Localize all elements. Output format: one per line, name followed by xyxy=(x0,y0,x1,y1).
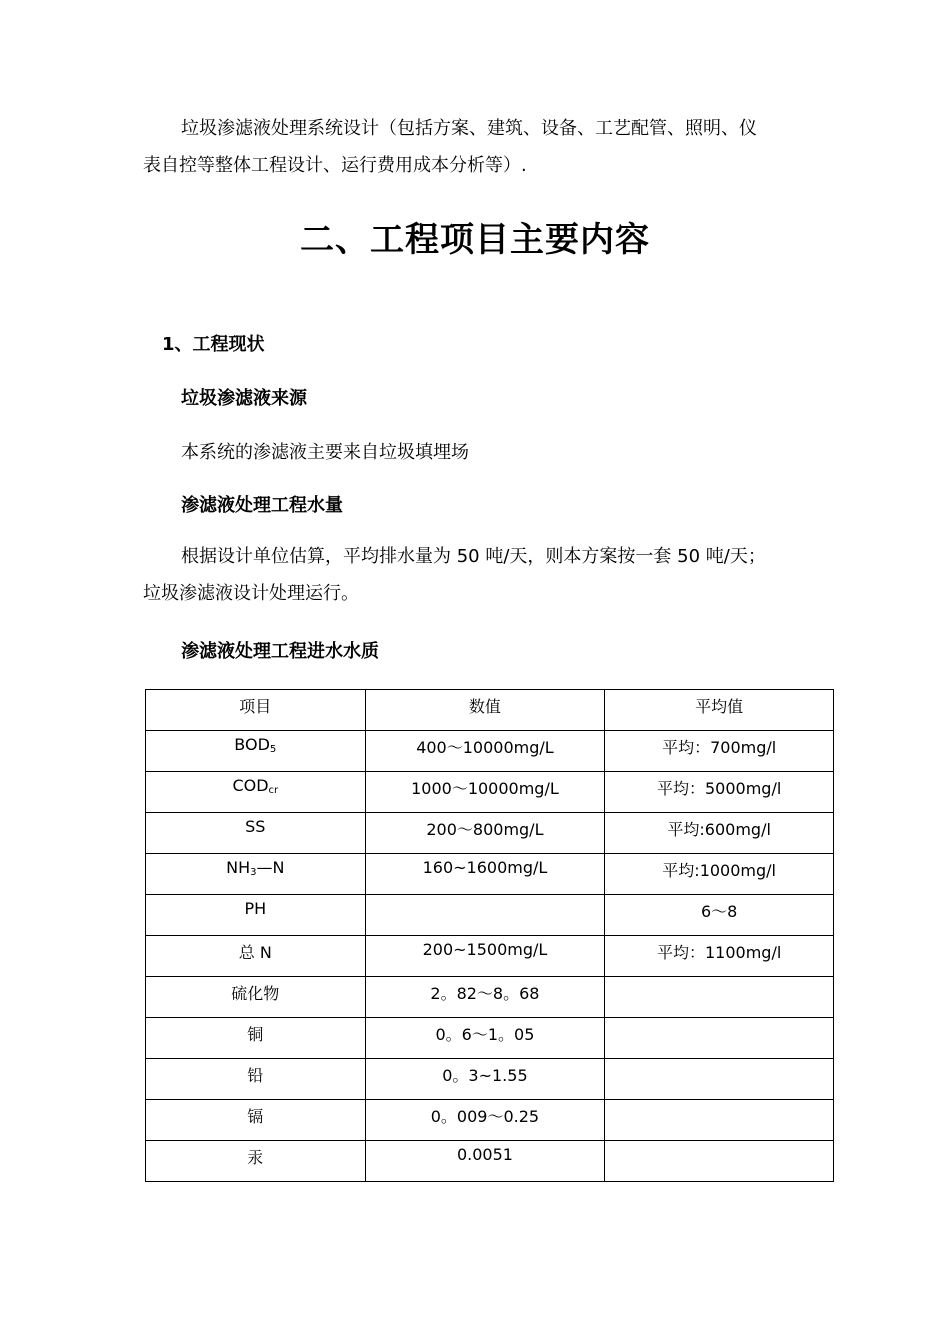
cell-average xyxy=(605,1059,834,1100)
cell-item-tail: —N xyxy=(256,858,285,877)
table-row xyxy=(146,1018,834,1059)
cell-average xyxy=(605,1100,834,1141)
cell-average xyxy=(605,977,834,1018)
cell-item-subscript: 5 xyxy=(269,744,277,755)
cell-item-text: 铅 xyxy=(247,1066,264,1085)
cell-item xyxy=(146,1018,366,1059)
source-text: 本系统的渗滤液主要来自垃圾填埋场 xyxy=(181,442,469,463)
cell-average xyxy=(605,1018,834,1059)
cell-item xyxy=(146,772,366,813)
table-row xyxy=(146,895,834,936)
header-average: 平均值 xyxy=(605,690,834,731)
source-heading: 垃圾渗滤液来源 xyxy=(181,388,307,409)
cell-average: 平均:600mg/l xyxy=(605,813,834,854)
table-row xyxy=(146,936,834,977)
cell-item-text: 总 N xyxy=(238,943,272,962)
cell-average: 平均:1000mg/l xyxy=(605,854,834,895)
cell-item-text: 硫化物 xyxy=(231,984,280,1003)
section-title: 二、工程项目主要内容 xyxy=(300,220,650,260)
cell-item xyxy=(146,813,366,854)
volume-line-2: 垃圾渗滤液设计处理运行。 xyxy=(143,583,359,604)
cell-item-text: 铜 xyxy=(247,1025,264,1044)
cell-value: 400～10000mg/L xyxy=(365,731,605,772)
cell-item-text: 汞 xyxy=(247,1148,264,1167)
cell-item xyxy=(146,1059,366,1100)
cell-item-text: 镉 xyxy=(247,1107,264,1126)
cell-value: 160~1600mg/L xyxy=(365,854,605,895)
table-row xyxy=(146,1100,834,1141)
volume-heading: 渗滤液处理工程水量 xyxy=(181,495,343,516)
cell-item-text: COD xyxy=(232,776,269,795)
cell-item xyxy=(146,1141,366,1182)
header-item: 项目 xyxy=(146,690,366,731)
table-row xyxy=(146,1141,834,1182)
cell-item-text: BOD xyxy=(234,735,270,754)
cell-value xyxy=(365,895,605,936)
cell-item xyxy=(146,854,366,895)
cell-value: 1000～10000mg/L xyxy=(365,772,605,813)
cell-item-text: NH xyxy=(226,858,251,877)
subsection-title: 1、工程现状 xyxy=(162,334,265,355)
table-row xyxy=(146,1059,834,1100)
intro-line-1: 垃圾渗滤液处理系统设计（包括方案、建筑、设备、工艺配管、照明、仪 xyxy=(181,118,757,139)
cell-average: 平均：1100mg/l xyxy=(605,936,834,977)
cell-item-subscript: cr xyxy=(268,785,279,796)
cell-item-text: SS xyxy=(245,817,266,836)
table-row xyxy=(146,731,834,772)
intro-line-2: 表自控等整体工程设计、运行费用成本分析等）. xyxy=(143,155,527,176)
table-row xyxy=(146,977,834,1018)
cell-value: 200~1500mg/L xyxy=(365,936,605,977)
cell-value: 0.0051 xyxy=(365,1141,605,1182)
table-header-row xyxy=(146,690,834,731)
cell-average: 6～8 xyxy=(605,895,834,936)
table-row xyxy=(146,772,834,813)
cell-value: 0。3~1.55 xyxy=(365,1059,605,1100)
table-row xyxy=(146,813,834,854)
cell-item xyxy=(146,1100,366,1141)
cell-average: 平均：700mg/l xyxy=(605,731,834,772)
cell-item-text: PH xyxy=(244,899,267,918)
cell-value: 0。6～1。05 xyxy=(365,1018,605,1059)
volume-line-1: 根据设计单位估算，平均排水量为 50 吨/天，则本方案按一套 50 吨/天； xyxy=(181,546,766,567)
cell-item xyxy=(146,895,366,936)
volume-paragraph xyxy=(143,538,813,612)
cell-item xyxy=(146,977,366,1018)
cell-average xyxy=(605,1141,834,1182)
cell-average: 平均：5000mg/l xyxy=(605,772,834,813)
cell-item-subscript: 3 xyxy=(250,867,257,878)
water-quality-table xyxy=(145,689,834,1182)
table-row xyxy=(146,854,834,895)
intro-paragraph xyxy=(143,110,813,184)
cell-value: 200～800mg/L xyxy=(365,813,605,854)
header-value: 数值 xyxy=(365,690,605,731)
cell-item xyxy=(146,731,366,772)
cell-value: 0。009～0.25 xyxy=(365,1100,605,1141)
cell-item xyxy=(146,936,366,977)
cell-value: 2。82～8。68 xyxy=(365,977,605,1018)
quality-heading: 渗滤液处理工程进水水质 xyxy=(181,641,379,662)
